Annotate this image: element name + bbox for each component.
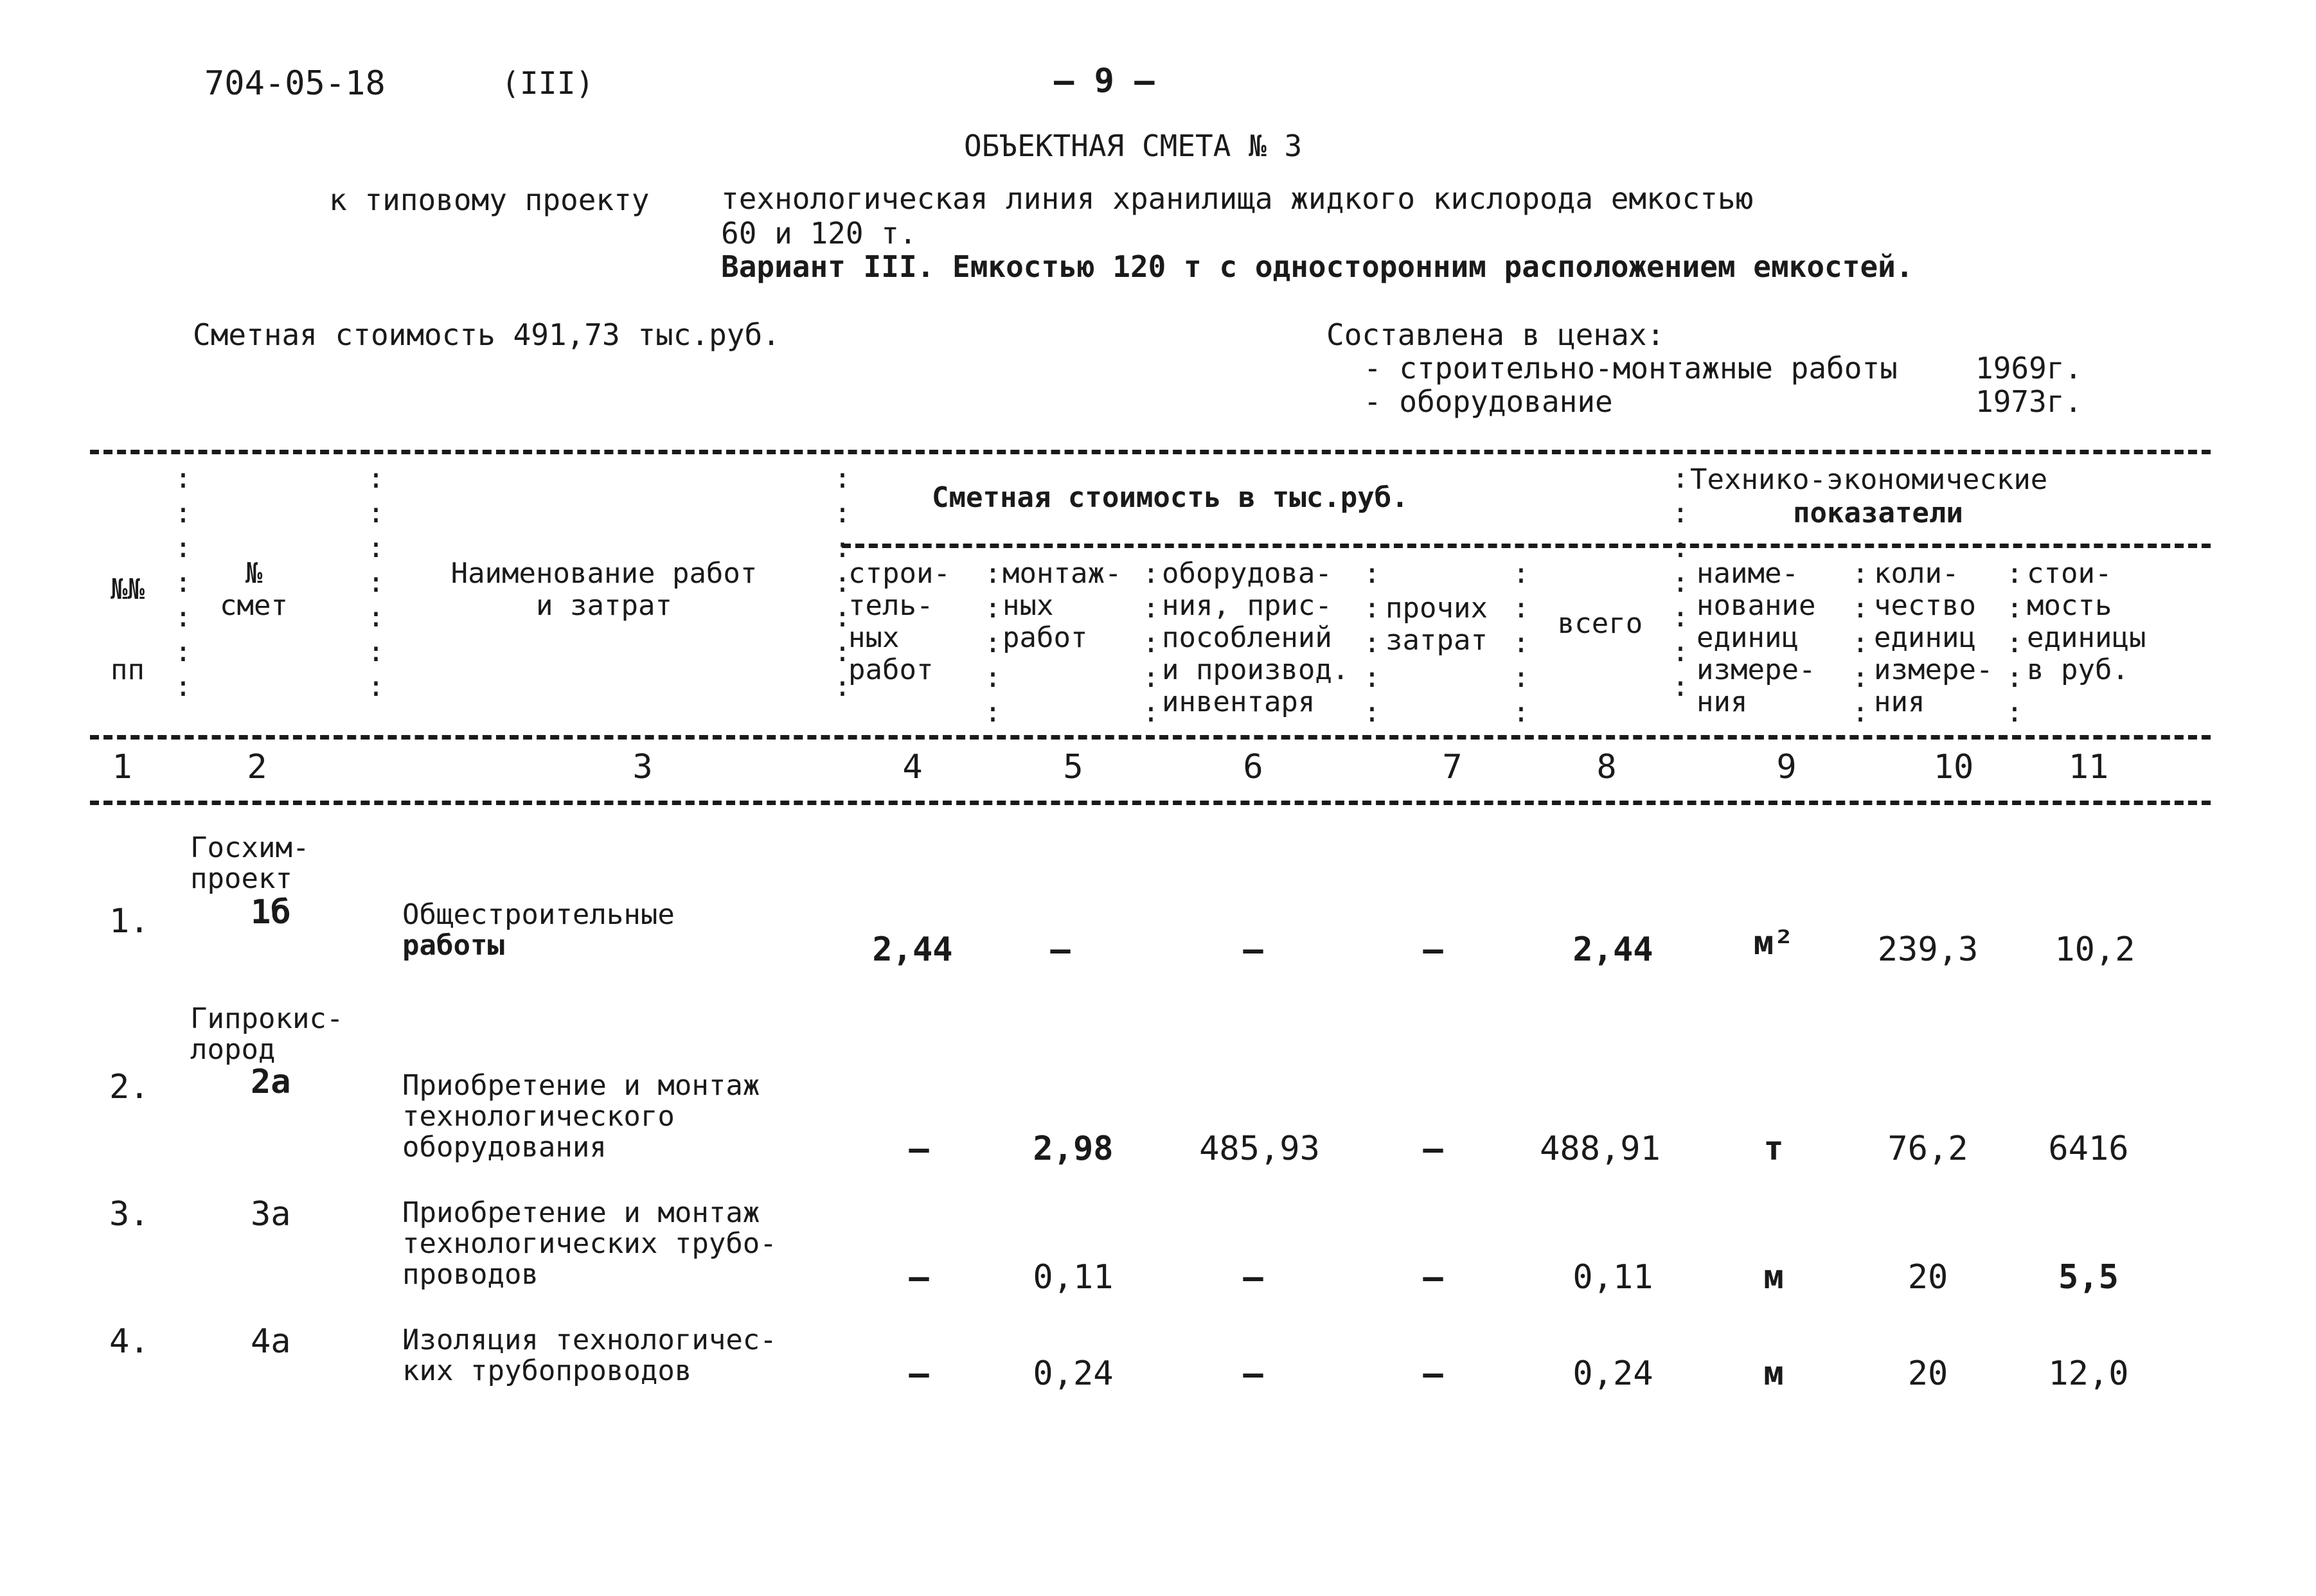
col-mount-header: монтаж- ных работ	[1002, 557, 1122, 654]
column-number-rule	[90, 801, 2211, 805]
prices-line-2-label: - оборудование	[1364, 384, 1613, 419]
row-build: –	[909, 1130, 929, 1168]
col-number: 5	[1063, 748, 1083, 786]
col-separator: : : : : : : :	[367, 462, 385, 703]
row-no: 1.	[109, 902, 150, 941]
prices-label: Составлена в ценах:	[1326, 317, 1665, 352]
row-qty: 239,3	[1877, 930, 1979, 969]
row-no: 4.	[109, 1322, 150, 1361]
col-no-header-line2: пп	[111, 653, 145, 686]
project-line-2: 60 и 120 т.	[721, 216, 917, 251]
row-mount: 2,98	[1033, 1130, 1114, 1168]
col-separator: : : : : :	[2006, 557, 2024, 729]
col-separator: : : : : :	[1851, 557, 1869, 729]
row-other: –	[1423, 930, 1443, 969]
col-no-header: №№	[111, 573, 145, 606]
header-bottom-rule	[90, 735, 2211, 740]
row-other: –	[1423, 1354, 1443, 1393]
row-name: Приобретение и монтаж технологического оборудования	[402, 1069, 760, 1164]
row-build: 2,44	[872, 930, 953, 969]
row-total: 2,44	[1572, 930, 1653, 969]
row-total: 0,24	[1572, 1354, 1653, 1393]
row-smeta: 4а	[251, 1322, 291, 1361]
col-number: 7	[1442, 748, 1463, 786]
row-build: –	[909, 1354, 929, 1393]
col-other-header: прочих затрат	[1385, 592, 1488, 657]
row-total: 488,91	[1540, 1130, 1661, 1168]
row-name: Общестроительные работы	[402, 898, 675, 962]
col-separator: : : : : :	[1363, 557, 1381, 729]
row-org: Госхим- проект	[190, 831, 310, 895]
col-equip-header: оборудова- ния, прис- пособлений и производ. инвентаря	[1162, 557, 1350, 718]
row-name: Приобретение и монтаж технологических трубо- проводов	[402, 1196, 777, 1291]
row-build: –	[909, 1258, 929, 1297]
col-separator: : : : : : : :	[833, 462, 851, 703]
row-unit-cost: 5,5	[2058, 1258, 2119, 1297]
document-code: 704-05-18	[204, 64, 386, 103]
row-unit-cost: 10,2	[2054, 930, 2135, 969]
row-no: 3.	[109, 1195, 150, 1234]
row-smeta: 2а	[251, 1063, 291, 1101]
prices-line-1-year: 1969г.	[1975, 351, 2083, 386]
col-separator: : : : : : : :	[174, 462, 192, 703]
row-smeta: 3а	[251, 1195, 291, 1234]
row-mount: –	[1050, 930, 1071, 969]
group-header-rule	[842, 544, 2211, 548]
prices-line-1-label: - строительно-монтажные работы	[1364, 351, 1898, 386]
col-name-header: Наименование работ и затрат	[450, 557, 758, 622]
col-number: 10	[1933, 748, 1974, 786]
col-build-header: строи- тель- ных работ	[848, 557, 950, 686]
col-separator: : : : : : : :	[1671, 462, 1689, 703]
col-number: 3	[632, 748, 653, 786]
row-org: Гипрокис- лород	[190, 1002, 344, 1066]
page-number: — 9 —	[1054, 62, 1155, 100]
col-separator: : : : : :	[984, 557, 1002, 729]
col-number: 11	[2068, 748, 2109, 786]
group-tech-header-1: Технико-экономические	[1690, 463, 2048, 496]
group-cost-header: Сметная стоимость в тыс.руб.	[932, 481, 1409, 514]
col-separator: : : : : :	[1512, 557, 1530, 729]
col-total-header: всего	[1557, 607, 1643, 640]
row-qty: 20	[1907, 1258, 1948, 1297]
row-mount: 0,24	[1033, 1354, 1114, 1393]
col-separator: : : : : :	[1142, 557, 1160, 729]
col-smeta-header: № смет	[220, 557, 288, 622]
col-number: 9	[1776, 748, 1797, 786]
row-equip: –	[1243, 1258, 1263, 1297]
col-unit-qty-header: коли- чество единиц измере- ния	[1874, 557, 1993, 718]
row-total: 0,11	[1572, 1258, 1653, 1297]
row-mount: 0,11	[1033, 1258, 1114, 1297]
document-title: ОБЪЕКТНАЯ СМЕТА № 3	[964, 129, 1303, 163]
col-number: 1	[112, 748, 132, 786]
row-no: 2.	[109, 1068, 150, 1106]
row-unit: м	[1763, 1354, 1784, 1393]
row-other: –	[1423, 1258, 1443, 1297]
table-top-rule	[90, 450, 2211, 454]
estimated-cost: Сметная стоимость 491,73 тыс.руб.	[193, 317, 780, 352]
prices-line-2-year: 1973г.	[1975, 384, 2083, 419]
col-number: 4	[902, 748, 923, 786]
col-unit-cost-header: стои- мость единицы в руб.	[2027, 557, 2146, 686]
row-equip: 485,93	[1199, 1130, 1320, 1168]
project-line-3: Вариант III. Емкостью 120 т с односторонним расположением емкостей.	[721, 249, 1914, 284]
row-equip: –	[1243, 1354, 1263, 1393]
row-unit: т	[1763, 1130, 1784, 1168]
project-line-1: технологическая линия хранилища жидкого кислорода емкостью	[721, 181, 1754, 216]
row-other: –	[1423, 1130, 1443, 1168]
col-unit-name-header: наиме- нование единиц измере- ния	[1697, 557, 1816, 718]
col-number: 2	[247, 748, 267, 786]
col-number: 8	[1596, 748, 1617, 786]
row-equip: –	[1243, 930, 1263, 969]
row-unit-cost: 12,0	[2048, 1354, 2129, 1393]
row-unit: м	[1763, 1258, 1784, 1297]
row-qty: 76,2	[1887, 1130, 1968, 1168]
to-project-label: к типовому проекту	[329, 182, 650, 217]
col-number: 6	[1243, 748, 1263, 786]
row-smeta: 1б	[251, 893, 291, 932]
row-unit-cost: 6416	[2048, 1130, 2129, 1168]
row-unit: м²	[1753, 924, 1794, 962]
document-part: (III)	[501, 66, 594, 102]
group-tech-header-2: показатели	[1793, 497, 1963, 529]
row-name: Изоляция технологичес- ких трубопроводов	[402, 1324, 777, 1387]
row-qty: 20	[1907, 1354, 1948, 1393]
